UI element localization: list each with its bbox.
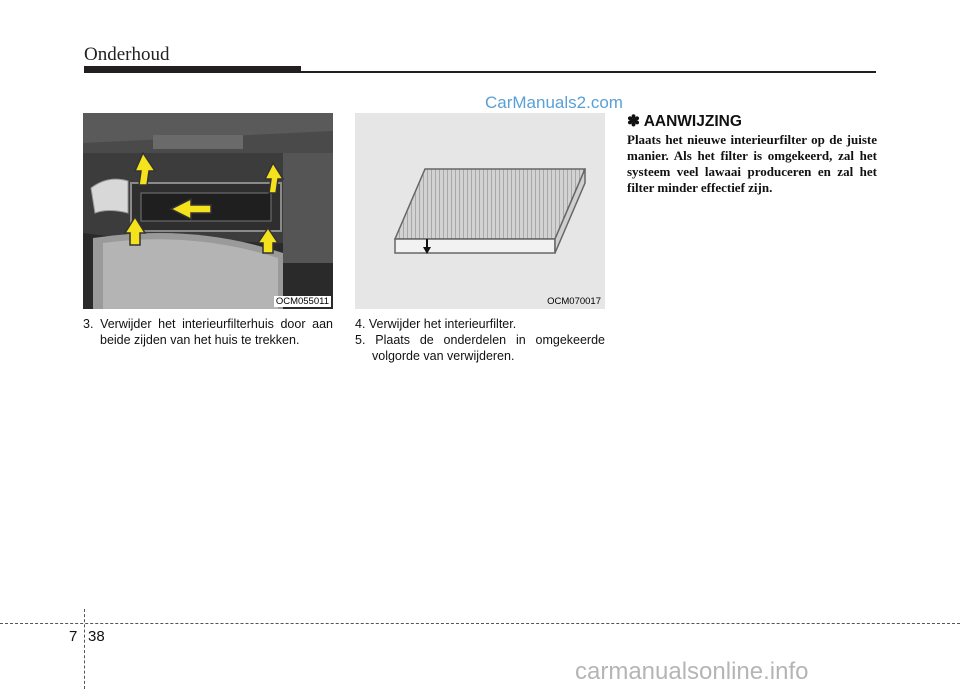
page-header-title: Onderhoud (84, 44, 170, 65)
note-title: ✽ AANWIJZING (627, 113, 742, 130)
note-body: Plaats het nieuwe interieurfilter op de juiste manier. Als het filter is omgekeerd, zal het systeem veel lawaai produceren en zal het filter minder effectief zijn. (627, 132, 877, 195)
cabin-filter-illustration (355, 113, 605, 309)
figure-filter-housing (83, 113, 333, 309)
figure-cabin-filter (355, 113, 605, 309)
step-5: 5. Plaats de onderdelen in omgekeerde volgorde van verwijderen. (355, 333, 605, 363)
step-4: 4. Verwijder het interieurfilter. (355, 317, 517, 331)
footer-divider (0, 623, 960, 624)
watermark-top[interactable]: CarManuals2.com (485, 93, 623, 112)
header-bar-thin (84, 71, 876, 73)
watermark-bottom[interactable]: carmanualsonline.info (575, 658, 809, 685)
page-number: 38 (88, 628, 105, 645)
figure-code: OCM070017 (547, 296, 601, 307)
footer-vertical-divider (84, 609, 85, 689)
page-chapter: 7 (69, 628, 78, 645)
figure-code: OCM055011 (275, 296, 329, 307)
step-3: 3. Verwijder het interieurfilterhuis door aan beide zijden van het huis te trekken. (83, 317, 333, 347)
filter-housing-illustration (83, 113, 333, 309)
